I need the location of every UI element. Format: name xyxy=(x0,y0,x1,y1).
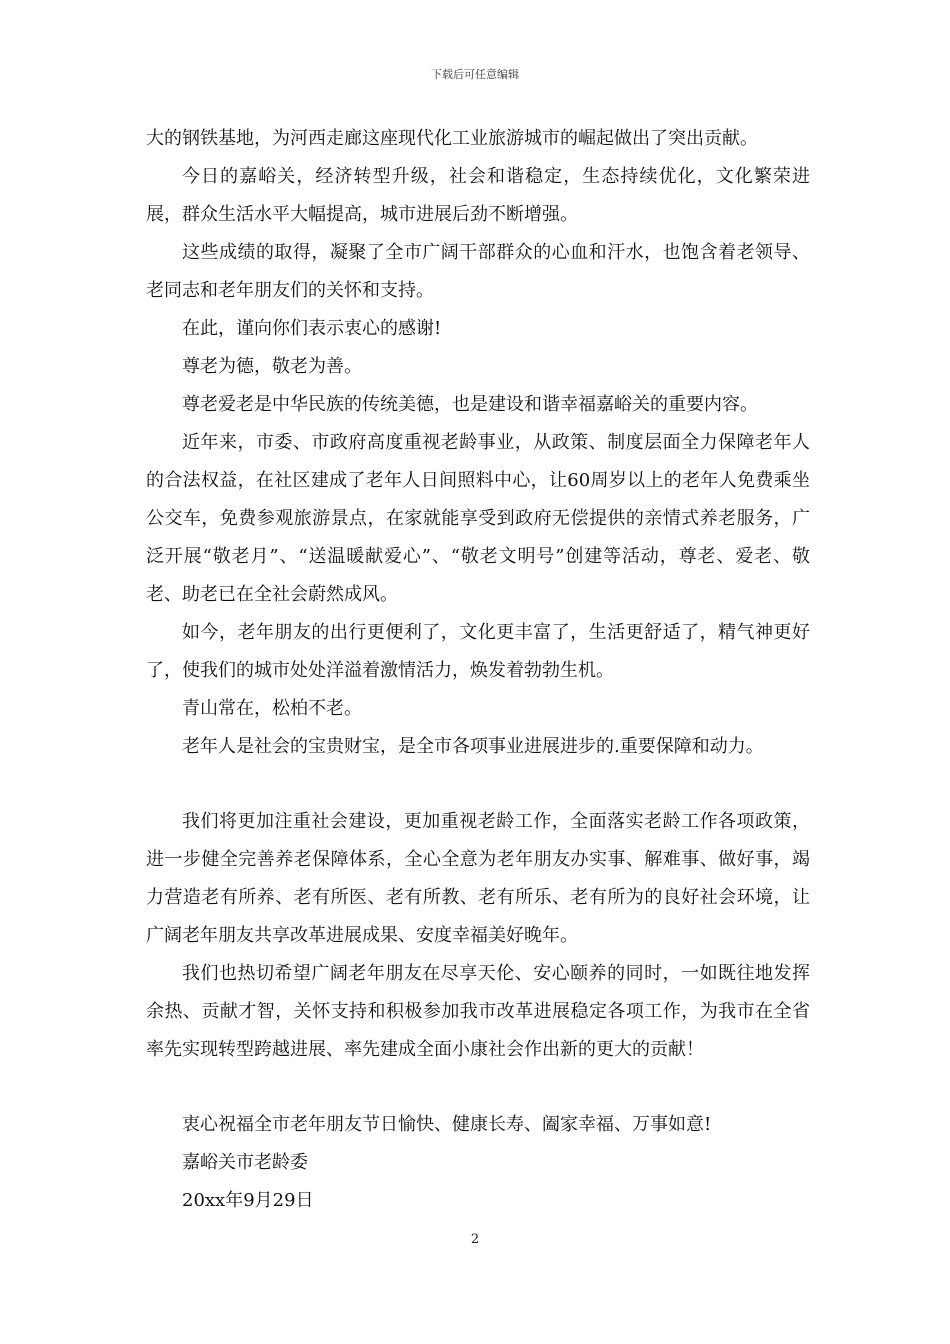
paragraph: 青山常在，松柏不老。 xyxy=(182,698,362,719)
paragraph: 在此，谨向你们表示衷心的感谢! xyxy=(182,318,442,339)
paragraph-gap xyxy=(146,1069,810,1106)
page-number: 2 xyxy=(470,1232,480,1247)
paragraph: 尊老爱老是中华民族的传统美德，也是建设和谐幸福嘉峪关的重要内容。 xyxy=(182,394,758,415)
paragraph: 今日的嘉峪关，经济转型升级，社会和谐稳定，生态持续优化，文化繁荣进展，群众生活水平大幅提高，城市进展后劲不断增强。 xyxy=(146,166,810,225)
paragraph: 如今，老年朋友的出行更便利了，文化更丰富了，生活更舒适了，精气神更好了，使我们的城市处处洋溢着激情活力，焕发着勃勃生机。 xyxy=(146,622,810,681)
paragraph: 老年人是社会的宝贵财宝，是全市各项事业进展进步的.重要保障和动力。 xyxy=(182,736,764,757)
paragraph: 近年来，市委、市政府高度重视老龄事业，从政策、制度层面全力保障老年人的合法权益，在社区建成了老年人日间照料中心，让60周岁以上的老年人免费乘坐公交车，免费参观旅游景点，在家就能享受到政府无偿提供的亲情式养老服务，广泛开展“敬老月”、“送温暖献爱心”、“敬老文明号”创建等活动，尊老、爱老、敬老、助老已在全社会蔚然成风。 xyxy=(146,432,810,605)
paragraph: 这些成绩的取得，凝聚了全市广阔干部群众的心血和汗水，也饱含着老领导、老同志和老年朋友们的关怀和支持。 xyxy=(146,242,810,301)
paragraph: 大的钢铁基地，为河西走廊这座现代化工业旅游城市的崛起做出了突出贡献。 xyxy=(146,128,758,149)
paragraph: 我们也热切希望广阔老年朋友在尽享天伦、安心颐养的同时，一如既往地发挥余热、贡献才智，关怀支持和积极参加我市改革进展稳定各项工作，为我市在全省率先实现转型跨越进展、率先建成全面小康社会作出新的更大的贡献！ xyxy=(146,963,810,1060)
page-header: 下载后可任意编辑 xyxy=(431,68,519,81)
closing-wishes: 衷心祝福全市老年朋友节日愉快、健康长寿、阖家幸福、万事如意! xyxy=(182,1114,712,1135)
signature-organization: 嘉峪关市老龄委 xyxy=(182,1152,308,1173)
paragraph: 我们将更加注重社会建设，更加重视老龄工作，全面落实老龄工作各项政策，进一步健全完善养老保障体系，全心全意为老年朋友办实事、解难事、做好事，竭力营造老有所养、老有所医、老有所教、老有所乐、老有所为的良好社会环境，让广阔老年朋友共享改革进展成果、安度幸福美好晚年。 xyxy=(146,811,810,946)
paragraph-gap xyxy=(146,766,810,803)
document-body xyxy=(146,120,810,1220)
signature-date: 20xx年9月29日 xyxy=(182,1190,314,1211)
paragraph: 尊老为德，敬老为善。 xyxy=(182,356,362,377)
